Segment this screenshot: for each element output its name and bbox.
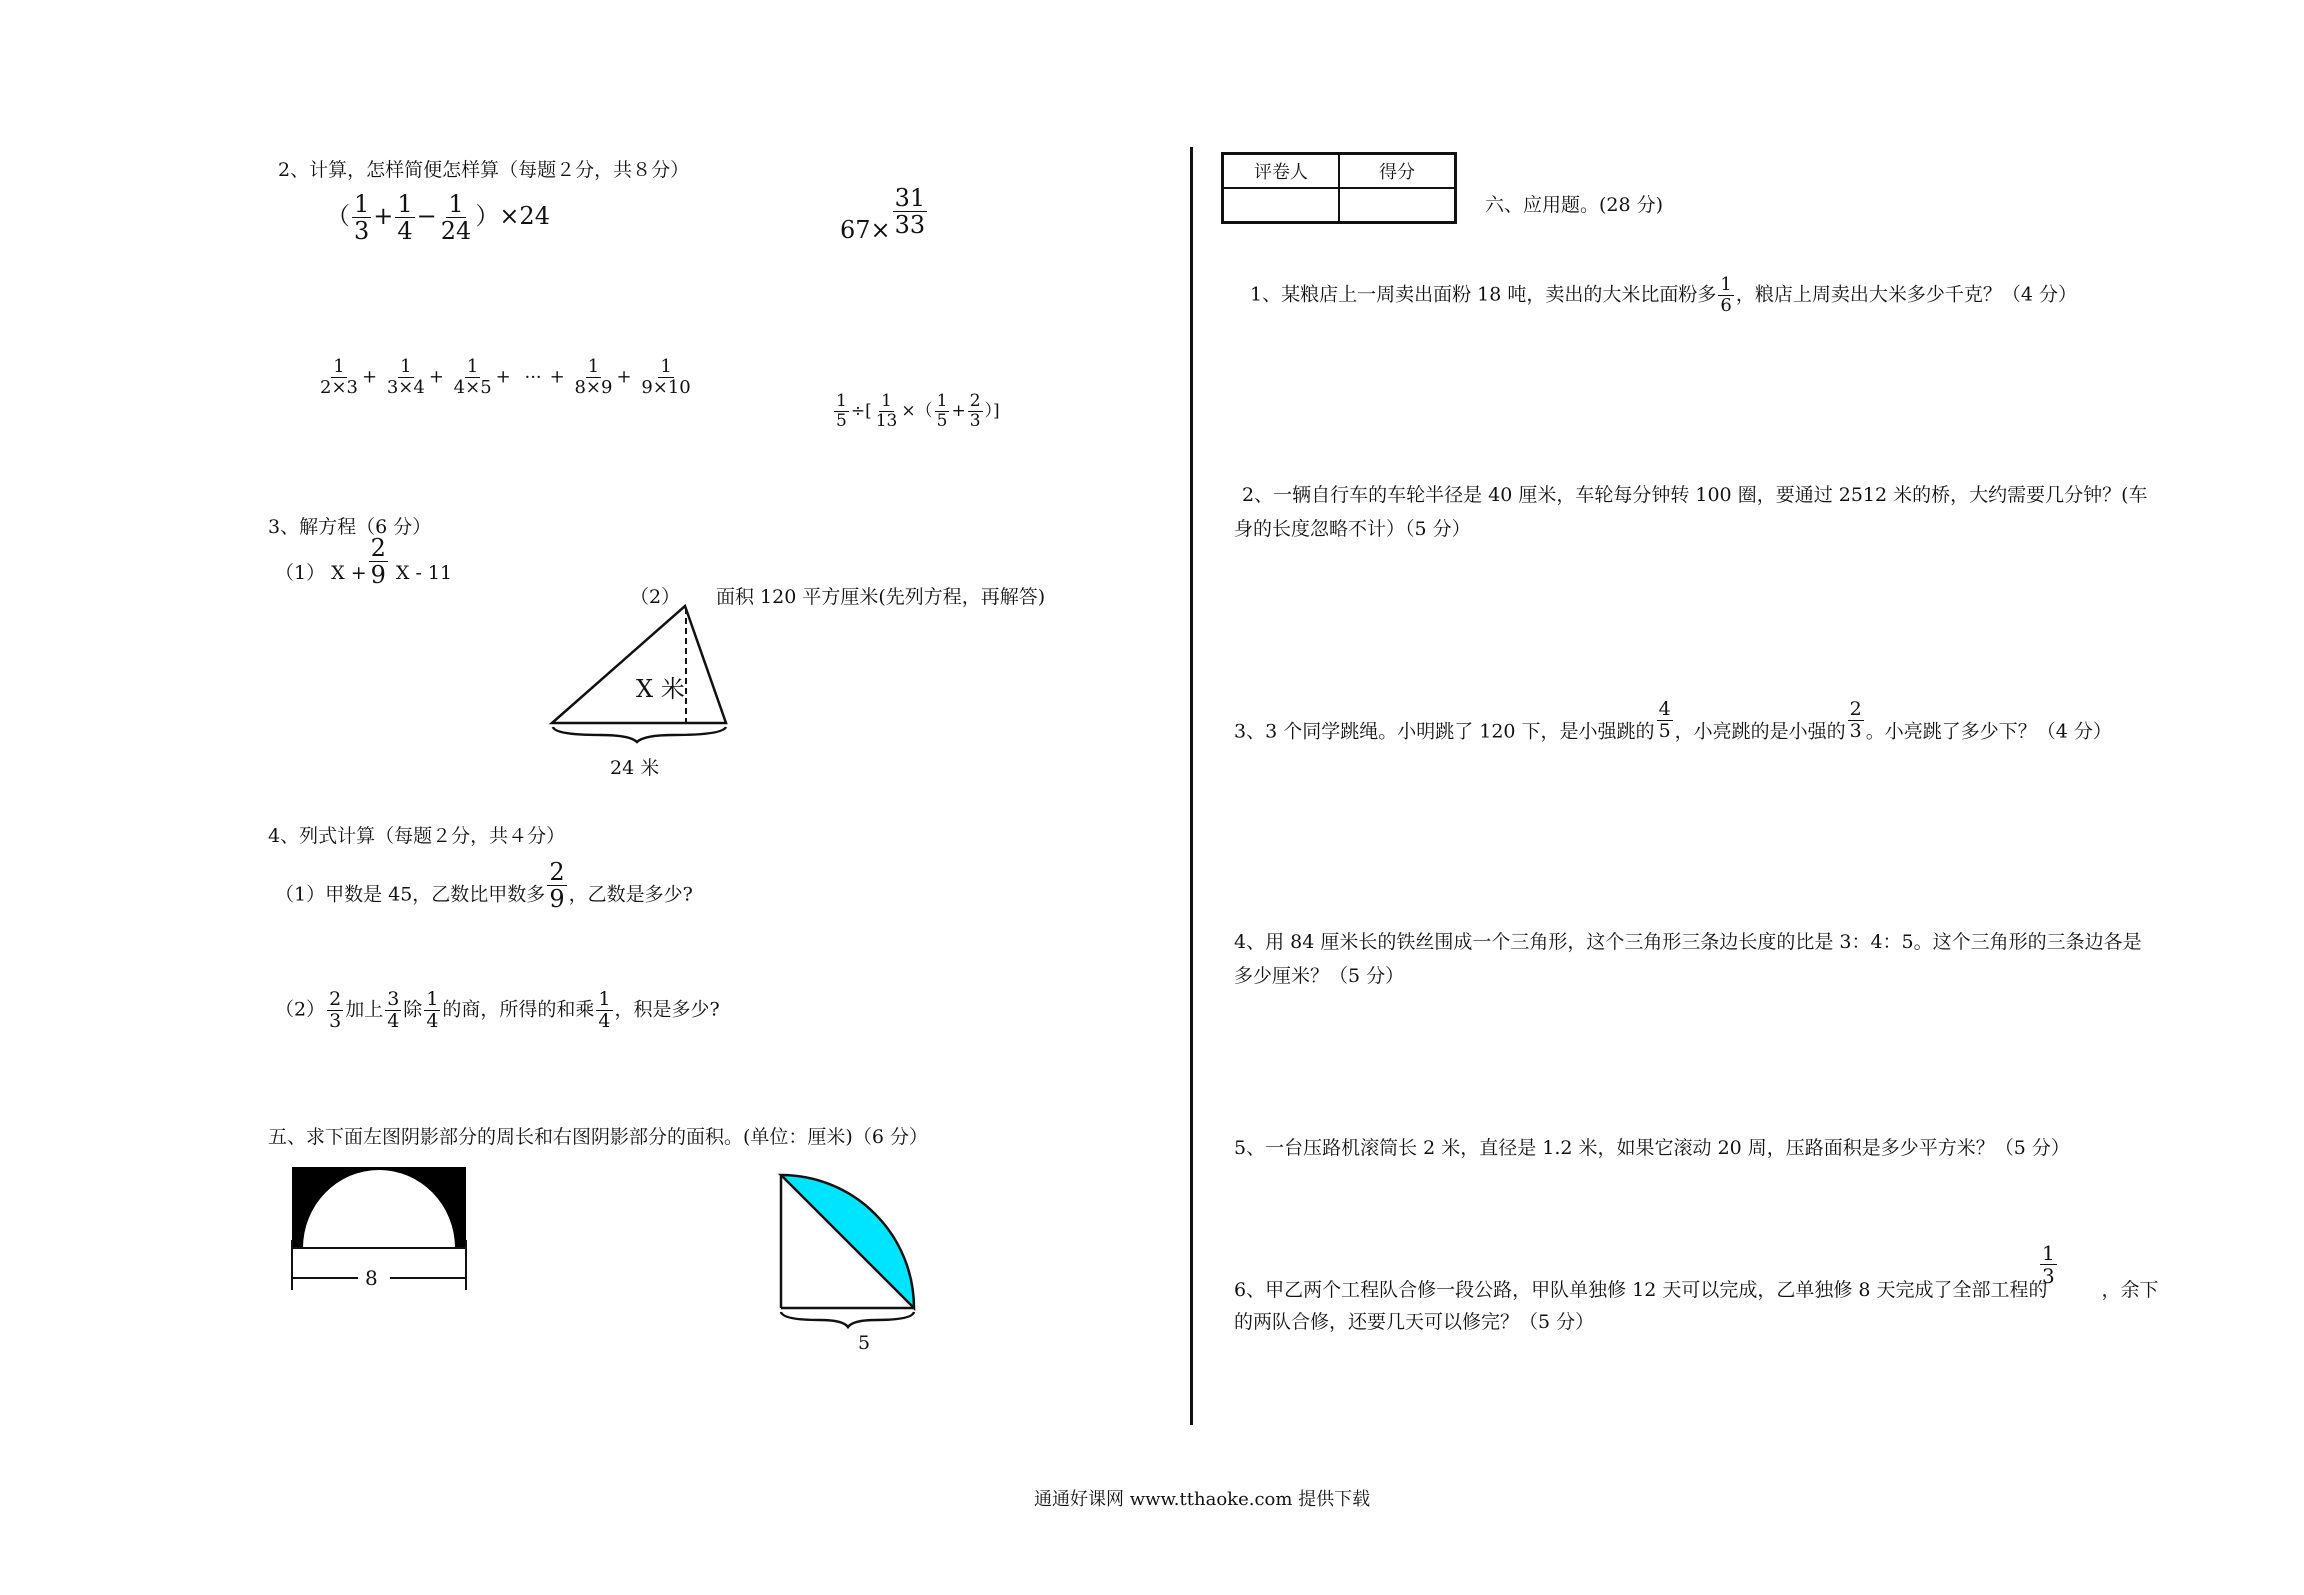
problem-6-fraction: $\frac{1}{3}$ — [2042, 1241, 2055, 1288]
q2-expression-2: 67× $\frac{31}{33}$ — [840, 184, 926, 244]
score-table-score-cell[interactable] — [1339, 188, 1456, 223]
triangle-base-label: 24 米 — [610, 757, 660, 779]
q2-expression-3: $\frac{1}{2\times 3}$ + $\frac{1}{3\times 4}$ + $\frac{1}{4\times 5}$ + ··· + $\frac{1}{8\times 9}$ + $\frac{1}{9\times 10}$ — [320, 356, 691, 398]
score-table — [1221, 152, 1457, 224]
problem-5: 5、一台压路机滚筒长 2 米，直径是 1.2 米，如果它滚动 20 周，压路面积是多少平方米？（5 分） — [1234, 1137, 2070, 1159]
problem-6-line-2: 的两队合修，还要几天可以修完？（5 分） — [1234, 1311, 1595, 1333]
q4-problem-2: （2） $\frac{2}{3}$ 加上 $\frac{3}{4}$ 除 $\frac{1}{4}$ 的商，所得的和乘 $\frac{1}{4}$ ，积是多少? — [275, 988, 720, 1032]
score-table-reviewer-header: 评卷人 — [1223, 154, 1340, 189]
problem-4-line-2: 多少厘米？（5 分） — [1234, 965, 1405, 987]
problem-2-line-2: 身的长度忽略不计）（5 分） — [1234, 518, 1471, 540]
q2-expression-1: （ $\frac{1}{3}$ + $\frac{1}{4}$ − $\frac{1}{24}$ ）×24 — [326, 190, 550, 245]
quarter-circle-radius-label: 5 — [858, 1332, 871, 1354]
score-table-reviewer-cell[interactable] — [1223, 188, 1340, 223]
q3-equation-2-label: （2） — [630, 586, 681, 608]
q5-title: 五、求下面左图阴影部分的周长和右图阴影部分的面积。(单位：厘米)（6 分） — [268, 1126, 928, 1148]
triangle-height-label: X 米 — [636, 675, 685, 703]
semicircle-diameter-label: 8 — [365, 1266, 378, 1290]
q2-expression-4: $\frac{1}{5}$ ÷[ $\frac{1}{13}$ ×（ $\frac{1}{5}$ + $\frac{2}{3}$ ）] — [836, 391, 1000, 431]
page-divider — [1190, 147, 1193, 1425]
q4-title: 4、列式计算（每题２分，共４分） — [268, 825, 566, 847]
q2-title: 2、计算，怎样简便怎样算（每题２分，共８分） — [278, 159, 690, 181]
q4-problem-1: （1）甲数是 45，乙数比甲数多 $\frac{2}{9}$ ，乙数是多少? — [275, 858, 693, 913]
q3-equation-2-desc: 面积 120 平方厘米(先列方程，再解答) — [716, 586, 1046, 608]
score-table-score-header: 得分 — [1339, 154, 1456, 189]
problem-1: 1、某粮店上一周卖出面粉 18 吨，卖出的大米比面粉多 $\frac{1}{6}$ ，粮店上周卖出大米多少千克？（4 分） — [1250, 274, 2077, 316]
problem-3: 3、3 个同学跳绳。小明跳了 120 下，是小强跳的 $\frac{4}{5}$ ，小亮跳的是小强的 $\frac{2}{3}$ 。小亮跳了多少下？（4 分） — [1234, 698, 2112, 743]
problem-6-line-1: 6、甲乙两个工程队合修一段公路，甲队单独修 12 天可以完成，乙单独修 8 天完成了全部工程的 ，余下 — [1234, 1279, 2159, 1301]
footer-source: 通通好课网 www.tthaoke.com 提供下载 — [1034, 1489, 1371, 1510]
problem-2-line-1: 2、一辆自行车的车轮半径是 40 厘米，车轮每分钟转 100 圈，要通过 2512 米的桥，大约需要几分钟？(车 — [1242, 484, 2148, 506]
q3-equation-1: （1） X + $\frac{2}{9}$ X - 11 — [275, 534, 453, 589]
problem-4-line-1: 4、用 84 厘米长的铁丝围成一个三角形，这个三角形三条边长度的比是 3：4：5。这个三角形的三条边各是 — [1234, 931, 2142, 953]
section-six-title: 六、应用题。(28 分) — [1485, 194, 1664, 216]
q3-title: 3、解方程（6 分） — [268, 516, 432, 538]
